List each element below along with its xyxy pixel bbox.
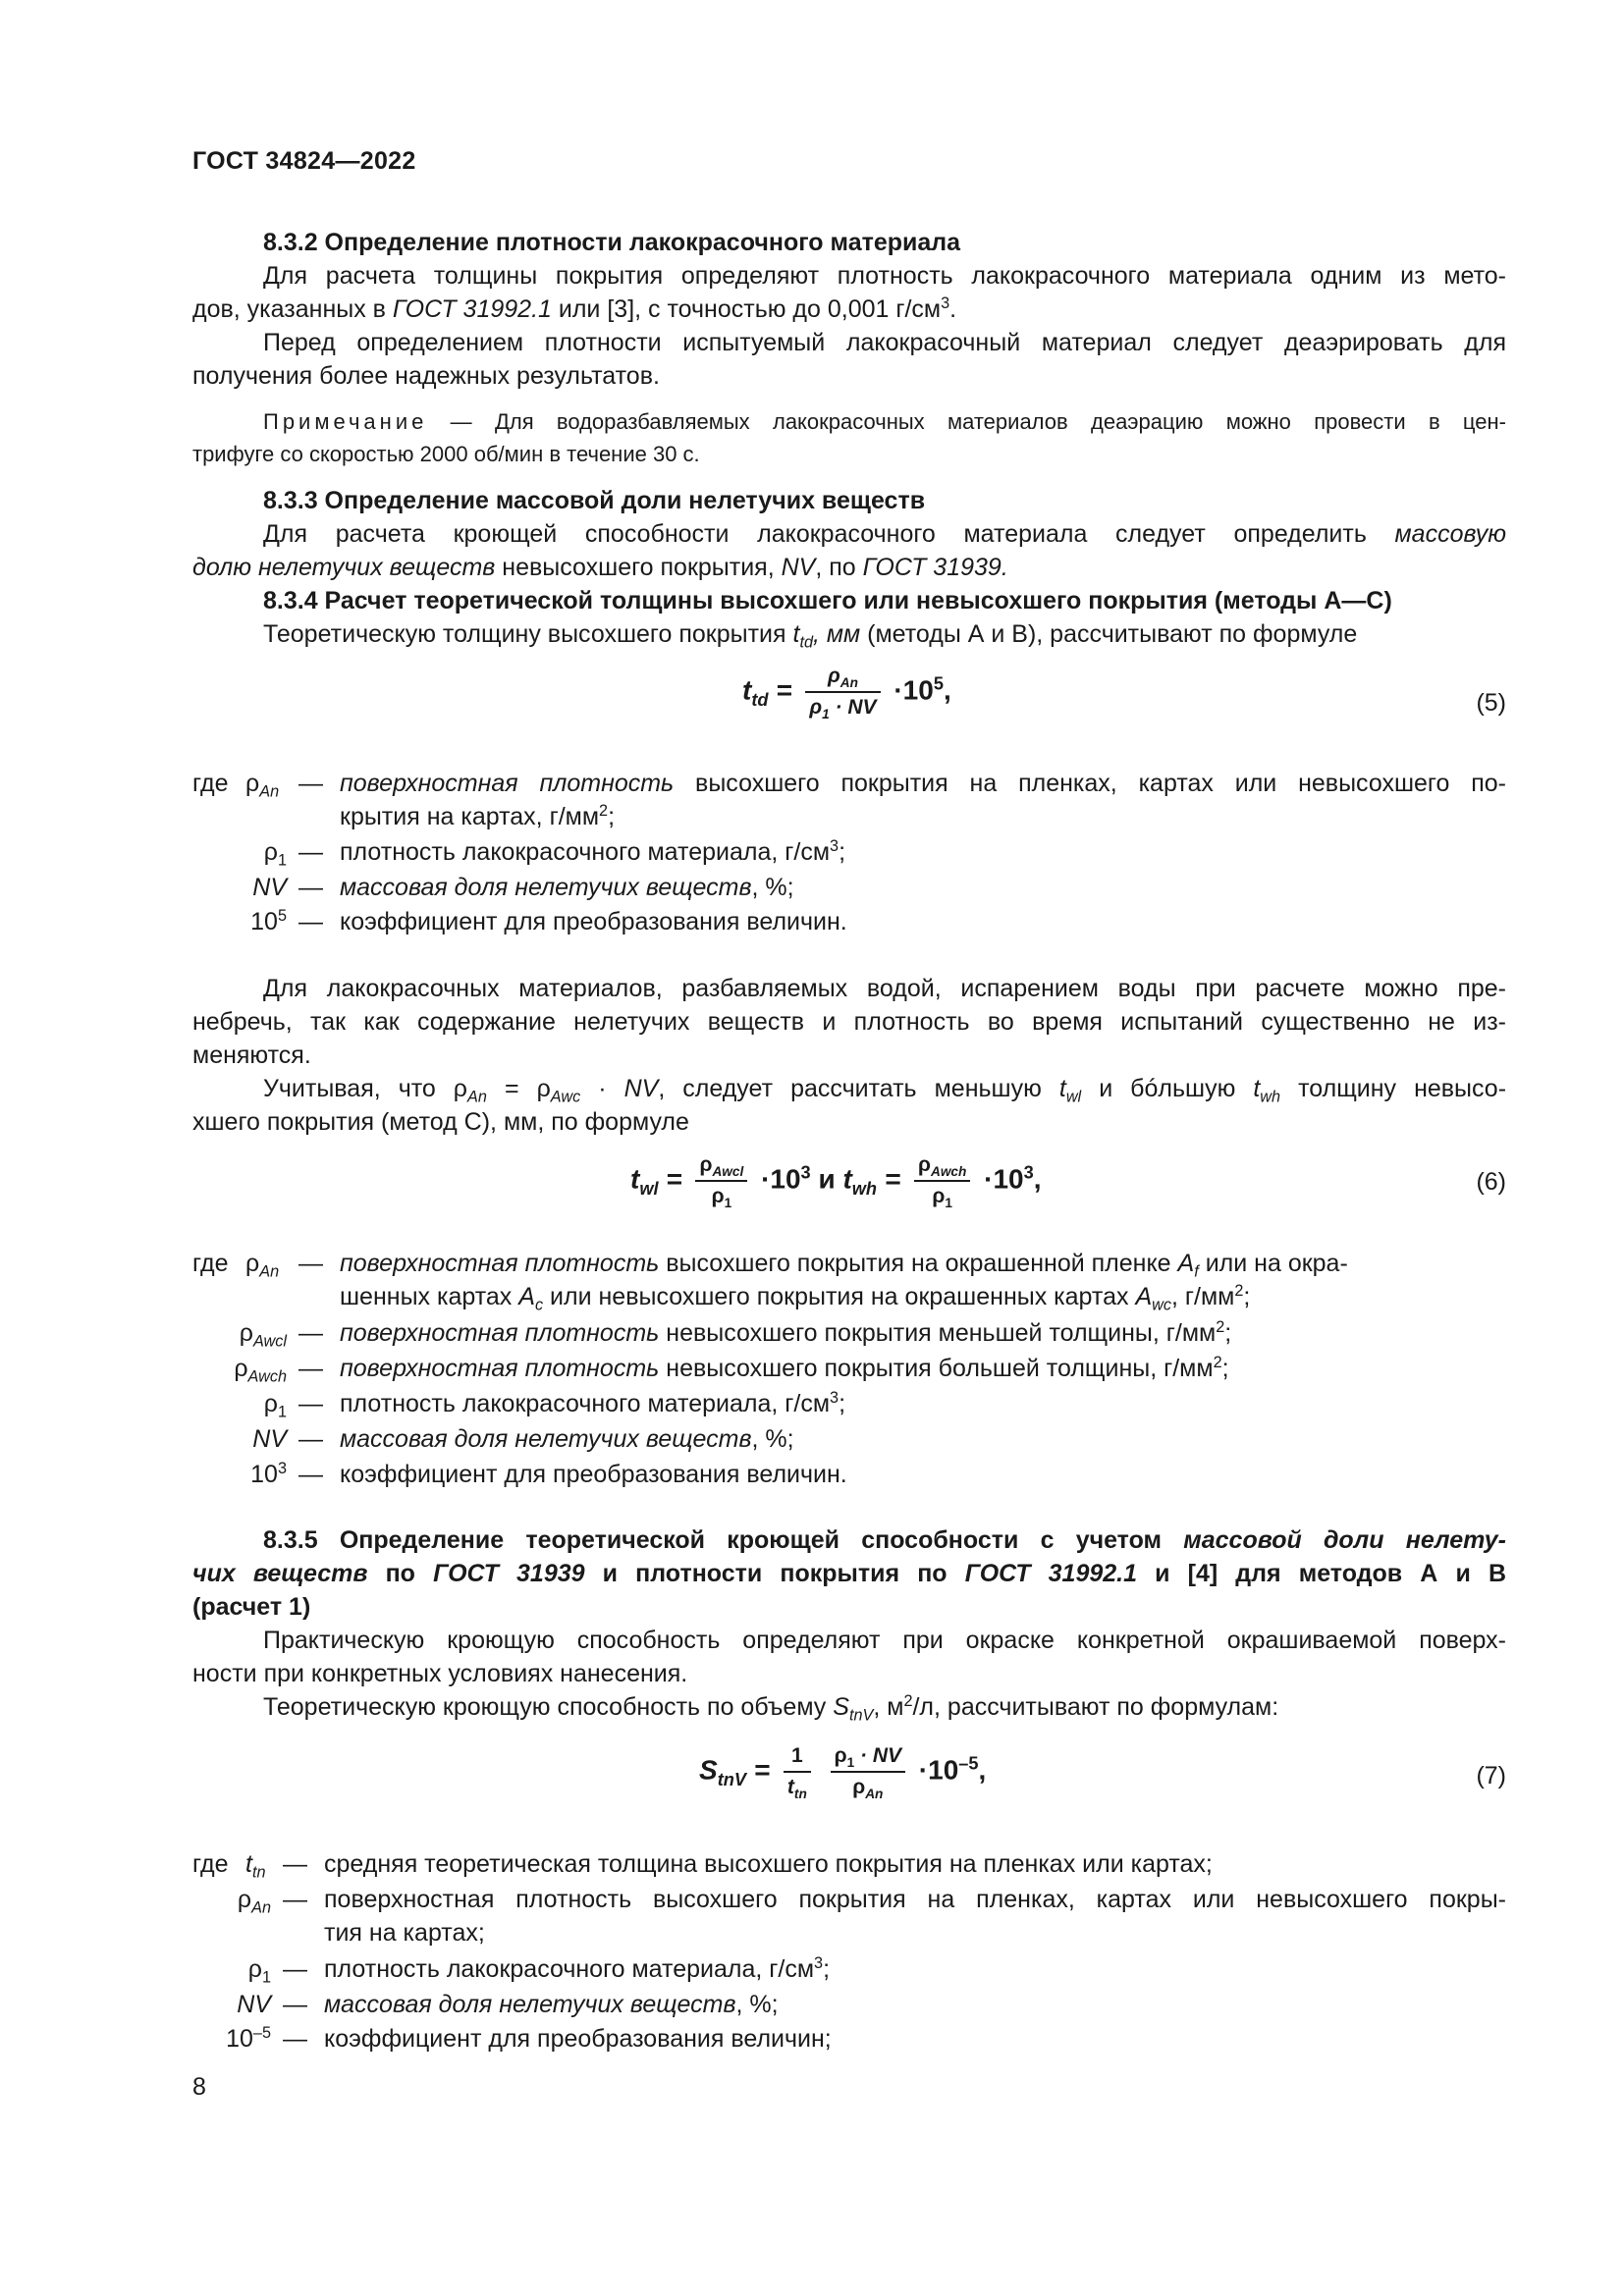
def-symbol: NV [237, 1991, 271, 2018]
def-dash: — [298, 1425, 323, 1453]
def-symbol: $\rho_1$ [247, 1955, 271, 1987]
def-symbol: $\rho_1$ [263, 838, 287, 870]
paragraph-835-2: Теоретическую кроющую способность по объему $S_{tnV}$, $м^2/л$, рассчитывают по формулам: [263, 1692, 1279, 1725]
section-heading-834: 8.3.4 Расчет теоретической толщины высохшего или невысохшего покрытия (методы А—С) [263, 587, 1392, 614]
paragraph-832-1b: дов, указанных в ГОСТ 31992.1 или [3], с точностью до 0,001 $г/см^3$. [192, 294, 957, 323]
section-heading-833: 8.3.3 Определение массовой доли нелетучих веществ [263, 487, 926, 514]
def-symbol: NV [252, 874, 287, 901]
formula-5: $t_{td}$ = $\frac{\rho_{An}}{\rho_1 \cdot NV}$ $\cdot 10^5$, [742, 662, 951, 722]
def-text: поверхностная плотность высохшего покрытия на пленках, картах или невысохшего по- [340, 770, 1506, 797]
formula-7-fraction-2: $\frac{\rho_1 \cdot NV}{\rho_{An}}$ [831, 1741, 905, 1802]
where-intro-3: где [192, 1850, 229, 1878]
def-text: массовая доля нелетучих веществ, %; [324, 1991, 779, 2018]
def-dash: — [298, 908, 323, 935]
def-text: коэффициент для преобразования величин. [340, 1461, 847, 1488]
def-dash: — [298, 770, 323, 797]
def-symbol: $10^{-5}$ [226, 2024, 271, 2053]
def-symbol: $\rho_1$ [263, 1390, 287, 1421]
def-symbol: NV [252, 1425, 287, 1453]
def-text: средняя теоретическая толщина высохшего покрытия на пленках или картах; [324, 1850, 1213, 1878]
note-832-a: Примечание — Для водоразбавляемых лакокрасочных материалов деаэрацию можно провести в цен- [263, 409, 1506, 434]
def-dash: — [283, 2025, 307, 2053]
equation-number-5: (5) [1476, 689, 1506, 717]
where-intro-2: где [192, 1250, 229, 1277]
paragraph-835-1b: ности при конкретных условиях нанесения. [192, 1660, 688, 1687]
document-header: ГОСТ 34824—2022 [192, 147, 416, 175]
paragraph-835-1a: Практическую кроющую способность определяют при окраске конкретной окрашиваемой поверх- [263, 1627, 1506, 1654]
def-dash: — [298, 1390, 323, 1417]
def-text: плотность лакокрасочного материала, $г/см^3$; [340, 837, 846, 866]
def-symbol: $\rho_{An}$ [245, 1250, 280, 1281]
paragraph-834-2b: небречь, так как содержание нелетучих веществ и плотность во время испытаний существенно не из- [192, 1008, 1506, 1036]
def-dash: — [283, 1850, 307, 1878]
paragraph-834-2c: меняются. [192, 1041, 311, 1069]
equation-number-6: (6) [1476, 1168, 1506, 1196]
def-symbol: $10^3$ [250, 1460, 287, 1488]
formula-6: $t_{wl}$ = $\frac{\rho_{Awcl}}{\rho_1}$ $\cdot 10^3$ и $t_{wh}$ = $\frac{\rho_{Awch}}{\rho_1}$ $\cdot 10^3$, [630, 1150, 1042, 1211]
def-text: массовая доля нелетучих веществ, %; [340, 1425, 794, 1453]
def-symbol: $\rho_{An}$ [245, 770, 280, 801]
paragraph-832-1a: Для расчета толщины покрытия определяют плотность лакокрасочного материала одним из мето- [263, 262, 1506, 290]
def-symbol: $\rho_{Awcl}$ [239, 1319, 287, 1351]
def-symbol: $\rho_{An}$ [237, 1886, 271, 1917]
paragraph-834-3b: хшего покрытия (метод С), мм, по формуле [192, 1108, 689, 1136]
def-dash: — [298, 1250, 323, 1277]
equation-number-7: (7) [1476, 1762, 1506, 1789]
def-dash: — [283, 1886, 307, 1913]
def-symbol: $10^5$ [250, 907, 287, 935]
def-dash: — [283, 1991, 307, 2018]
def-text: коэффициент для преобразования величин. [340, 908, 847, 935]
def-text: коэффициент для преобразования величин; [324, 2025, 832, 2053]
paragraph-834-3a: Учитывая, что $\rho_{An} = \rho_{Awc}$ · NV, следует рассчитать меньшую $t_{wl}$ и бóльшую $t_{wh}$ толщину невысо- [263, 1075, 1507, 1106]
def-text: поверхностная плотность невысохшего покрытия большей толщины, $г/мм^2$; [340, 1354, 1229, 1382]
def-dash: — [298, 1355, 323, 1382]
def-text: массовая доля нелетучих веществ, %; [340, 874, 794, 901]
note-832-b: трифуге со скоростью 2000 об/мин в течение 30 с. [192, 442, 700, 466]
formula-7: $S_{tnV}$ = $\frac{1}{t_{tn}}$ $\frac{\rho_1 \cdot NV}{\rho_{An}}$ $\cdot 10^{-5}$, [699, 1741, 986, 1802]
def-text-cont: крытия на картах, $г/мм^2$; [340, 802, 616, 830]
section-heading-835-b: чих веществ по ГОСТ 31939 и плотности покрытия по ГОСТ 31992.1 и [4] для методов А и В [192, 1560, 1507, 1587]
paragraph-834-2a: Для лакокрасочных материалов, разбавляемых водой, испарением воды при расчете можно пре- [263, 975, 1506, 1002]
paragraph-832-2b: получения более надежных результатов. [192, 362, 660, 390]
section-heading-835-c: (расчет 1) [192, 1593, 311, 1621]
def-text: поверхностная плотность высохшего покрытия на окрашенной пленке $A_f$ или на окра- [340, 1250, 1348, 1281]
page-number: 8 [192, 2073, 206, 2101]
formula-5-fraction: $\frac{\rho_{An}}{\rho_1 \cdot NV}$ [805, 662, 880, 722]
def-dash: — [283, 1955, 307, 1983]
def-text-cont: тия на картах; [324, 1919, 485, 1947]
paragraph-832-2a: Перед определением плотности испытуемый лакокрасочный материал следует деаэрировать для [263, 329, 1506, 356]
def-dash: — [298, 1461, 323, 1488]
def-text-cont: шенных картах $A_c$ или невысохшего покрытия на окрашенных картах $A_{wc}$, $г/мм^2$; [340, 1282, 1251, 1314]
paragraph-833-1a: Для расчета кроющей способности лакокрасочного материала следует определить массовую [263, 520, 1506, 548]
def-symbol: $t_{tn}$ [245, 1850, 266, 1882]
section-heading-835-a: 8.3.5 Определение теоретической кроющей способности с учетом массовой доли нелету- [263, 1526, 1506, 1554]
def-dash: — [298, 838, 323, 866]
section-heading-832: 8.3.2 Определение плотности лакокрасочного материала [263, 229, 961, 256]
formula-7-fraction-1: $\frac{1}{t_{tn}}$ [784, 1741, 811, 1802]
def-text: плотность лакокрасочного материала, $г/см^3$; [340, 1389, 846, 1417]
where-intro-1: где [192, 770, 229, 797]
def-text: плотность лакокрасочного материала, $г/см^3$; [324, 1954, 831, 1983]
formula-6-fraction-2: $\frac{\rho_{Awch}}{\rho_1}$ [914, 1150, 970, 1211]
def-dash: — [298, 874, 323, 901]
def-symbol: $\rho_{Awch}$ [234, 1355, 287, 1386]
paragraph-833-1b: долю нелетучих веществ невысохшего покрытия, NV, по ГОСТ 31939. [192, 554, 1008, 581]
def-dash: — [298, 1319, 323, 1347]
paragraph-834-1: Теоретическую толщину высохшего покрытия $t_{td}$, мм (методы А и В), рассчитывают по формуле [263, 620, 1358, 652]
def-text: поверхностная плотность невысохшего покрытия меньшей толщины, $г/мм^2$; [340, 1318, 1232, 1347]
def-text: поверхностная плотность высохшего покрытия на пленках, картах или невысохшего покры- [324, 1886, 1506, 1913]
formula-6-fraction-1: $\frac{\rho_{Awcl}}{\rho_1}$ [695, 1150, 747, 1211]
